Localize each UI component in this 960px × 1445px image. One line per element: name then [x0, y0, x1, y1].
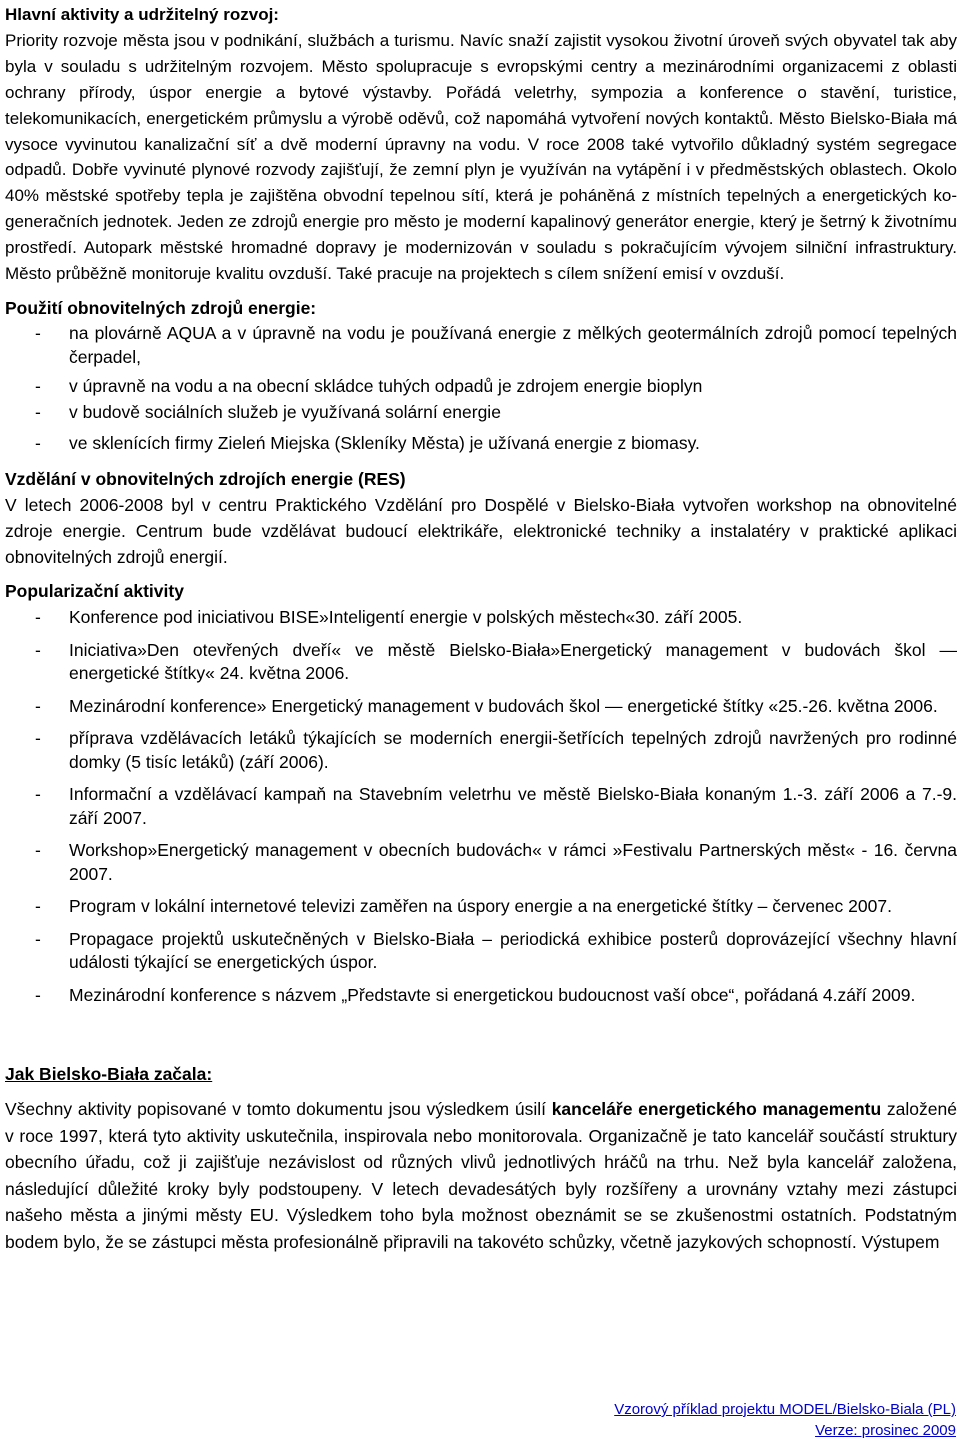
paragraph-main-activities: Priority rozvoje města jsou v podnikání, službách a turismu. Navíc snaží zajistit vysokou životní úroveň svých obyvatel tak aby byla v souladu s udržitelným rozvojem. Město spolupracuje s evropskými centry a mezinárodními organizacemi z oblasti ochrany přírody, úspor energie a bytové výstavby. Pořádá veletrhy, sympozia a konference o stavění, turistice, telekomunikacích, energetickém průmyslu a výrobě oděvů, což napomáhá vytvoření nových kontaktů. Město Bielsko-Biała má vysoce vyvinutou kanalizační síť a dvě moderní úpravny na vodu. V roce 2008 také vytvořilo důkladný systém segregace odpadů. Dobře vyvinuté plynové rozvody zajišťují, že zemní plyn je využíván na vytápění i v předměstských oblastech. Okolo 40% městské spotřeby tepla je zajištěna obvodní tepelnou sítí, která je poháněná z místních tepelných a energetických ko-generačních jednotek. Jeden ze zdrojů energie pro město je moderní kapalinový generátor energie, který je šetrný k životnímu prostředí. Autopark městské hromadné dopravy je modernizován v souladu s pokračujícím vývojem silniční infrastruktury. Město průběžně monitoruje kvalitu ovzduší. Také pracuje na projektech s cílem snížení emisí v ovzduší.: [5, 30, 957, 284]
page-footer: [614, 1399, 956, 1441]
list-item: - Workshop»Energetický management v obecních budovách« v rámci »Festivalu Partnerských měst« - 16. června 2007.: [5, 839, 957, 886]
list-item: - Informační a vzdělávací kampaň na Stavebním veletrhu ve městě Bielsko-Biała konaným 1.-3. září 2006 a 7.-9. září 2007.: [5, 783, 957, 830]
document-page: [5, 0, 957, 1256]
list-item: - Konference pod iniciativou BISE»Inteligentí energie v polských městech«30. září 2005.: [5, 606, 957, 630]
heading-education: Vzdělání v obnovitelných zdrojích energie (RES): [5, 468, 406, 489]
list-item: - příprava vzdělávacích letáků týkajících se moderních energii-šetřících tepelných zdrojů navržených pro rodinné domky (5 tisíc letáků) (září 2006).: [5, 727, 957, 774]
list-renewables: [5, 322, 957, 456]
paragraph-origin-bold: kanceláře energetického managementu: [551, 1099, 882, 1120]
list-item: - na plovárně AQUA a v úpravně na vodu je používaná energie z mělkých geotermálních zdrojů pomocí tepelných čerpadel,: [5, 322, 957, 369]
footer-project-link[interactable]: Vzorový příklad projektu MODEL/Bielsko-Biala (PL): [614, 1401, 956, 1418]
list-item: - ve sklenících firmy Zieleń Miejska (Skleníky Města) je užívaná energie z biomasy.: [5, 432, 957, 456]
paragraph-education: V letech 2006-2008 byl v centru Praktického Vzdělání pro Dospělé v Bielsko-Biała vytvořen workshop na obnovitelné zdroje energie. Centrum bude vzdělávat budoucí elektrikáře, elektronické techniky a instalatéry v praktické aplikaci obnovitelných zdrojů energií.: [5, 494, 957, 567]
paragraph-origin-text-end: založené v roce 1997, která tyto aktivity uskutečnila, inspirovala nebo monitorovala. Organizačně je tato kancelář součástí struktury obecního úřadu, což ji zajišťuje nezávislost od různých vlivů jednotlivých hráčů na trhu. Než byla kancelář založena, následující důležité kroky byly podstoupeny. V letech devadesátých byly rozšířeny a urovnány vztahy mezi zástupci našeho města a jinými městy EU. Výsledkem toho byla možnost obeznámit se se zkušenostmi ostatních. Podstatným bodem bylo, že se zástupci města profesionálně připravili na takovéto schůzky, včetně jazykových schopností. Výstupem: [5, 1099, 957, 1253]
heading-origin: Jak Bielsko-Biała začala:: [5, 1064, 213, 1085]
section-education: [5, 466, 957, 570]
list-item: - Program v lokální internetové televizi zaměřen na úspory energie a na energetické štítky – červenec 2007.: [5, 895, 957, 919]
heading-promotion: Popularizační aktivity: [5, 580, 184, 601]
section-origin: [5, 1061, 957, 1255]
list-item: - Propagace projektů uskutečněných v Bielsko-Biała – periodická exhibice posterů doprovázející všechny hlavní události týkající se energetických úspor.: [5, 928, 957, 975]
list-promotion: [5, 606, 957, 1007]
heading-main-activities: Hlavní aktivity a udržitelný rozvoj:: [5, 5, 279, 24]
heading-renewables: Použití obnovitelných zdrojů energie:: [5, 297, 317, 318]
list-item: - v budově sociálních služeb je využívaná solární energie: [5, 401, 957, 425]
paragraph-origin-text-start: Všechny aktivity popisované v tomto dokumentu jsou výsledkem úsilí: [5, 1099, 552, 1120]
list-item: - Iniciativa»Den otevřených dveří« ve městě Bielsko-Biała»Energetický management v budovách škol — energetické štítky« 24. května 2006.: [5, 639, 957, 686]
paragraph-origin: [5, 1096, 957, 1256]
section-main-activities: [5, 2, 957, 287]
list-item: - Mezinárodní konference» Energetický management v budovách škol — energetické štítky «25.-26. května 2006.: [5, 695, 957, 719]
section-renewables: [5, 297, 957, 456]
footer-version-link[interactable]: Verze: prosinec 2009: [815, 1422, 956, 1439]
section-promotion: [5, 580, 957, 1008]
list-item: - v úpravně na vodu a na obecní skládce tuhých odpadů je zdrojem energie bioplyn: [5, 375, 957, 399]
list-item: - Mezinárodní konference s názvem „Představte si energetickou budoucnost vaší obce“, pořádaná 4.září 2009.: [5, 984, 957, 1008]
